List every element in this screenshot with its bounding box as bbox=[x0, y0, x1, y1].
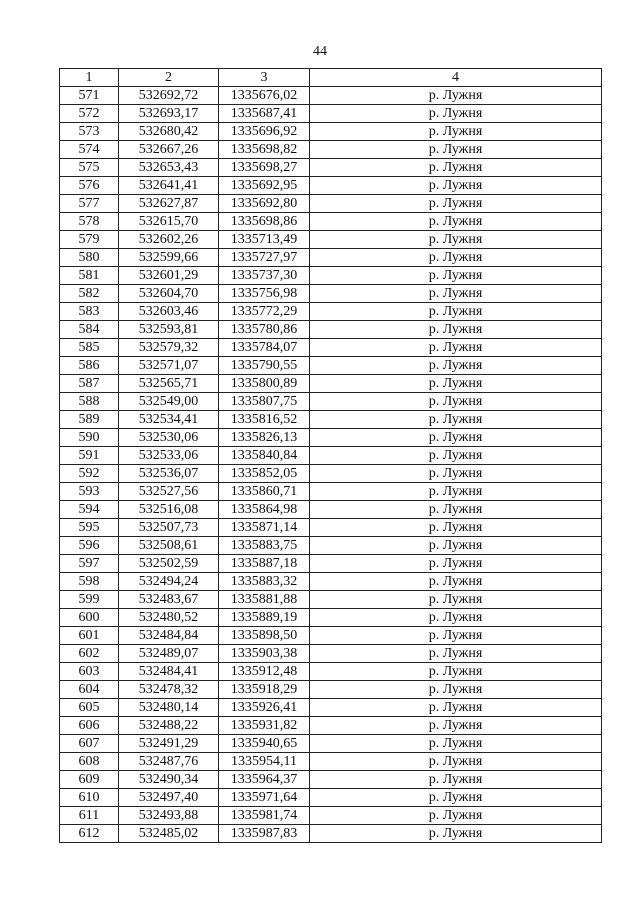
table-header bbox=[60, 69, 602, 87]
y-coordinate-cell: 1335852,05 bbox=[219, 465, 310, 483]
point-number-cell: 595 bbox=[60, 519, 119, 537]
x-coordinate-cell: 532599,66 bbox=[119, 249, 219, 267]
table-row bbox=[60, 825, 602, 843]
point-number-cell: 603 bbox=[60, 663, 119, 681]
y-coordinate-cell: 1335931,82 bbox=[219, 717, 310, 735]
point-number-cell: 588 bbox=[60, 393, 119, 411]
description-cell: р. Лужня bbox=[310, 501, 602, 519]
y-coordinate-cell: 1335698,27 bbox=[219, 159, 310, 177]
y-coordinate-cell: 1335918,29 bbox=[219, 681, 310, 699]
point-number-cell: 574 bbox=[60, 141, 119, 159]
x-coordinate-cell: 532692,72 bbox=[119, 87, 219, 105]
x-coordinate-cell: 532487,76 bbox=[119, 753, 219, 771]
table-row bbox=[60, 393, 602, 411]
description-cell: р. Лужня bbox=[310, 249, 602, 267]
description-cell: р. Лужня bbox=[310, 573, 602, 591]
x-coordinate-cell: 532485,02 bbox=[119, 825, 219, 843]
table-row bbox=[60, 411, 602, 429]
table-body bbox=[60, 87, 602, 843]
x-coordinate-cell: 532627,87 bbox=[119, 195, 219, 213]
table-row bbox=[60, 249, 602, 267]
table-row bbox=[60, 303, 602, 321]
table-row bbox=[60, 573, 602, 591]
x-coordinate-cell: 532602,26 bbox=[119, 231, 219, 249]
y-coordinate-cell: 1335889,19 bbox=[219, 609, 310, 627]
y-coordinate-cell: 1335696,92 bbox=[219, 123, 310, 141]
point-number-cell: 601 bbox=[60, 627, 119, 645]
y-coordinate-cell: 1335713,49 bbox=[219, 231, 310, 249]
header-row bbox=[60, 69, 602, 87]
page-number: 44 bbox=[313, 44, 327, 59]
x-coordinate-cell: 532534,41 bbox=[119, 411, 219, 429]
description-cell: р. Лужня bbox=[310, 753, 602, 771]
y-coordinate-cell: 1335692,80 bbox=[219, 195, 310, 213]
point-number-cell: 592 bbox=[60, 465, 119, 483]
point-number-cell: 584 bbox=[60, 321, 119, 339]
y-coordinate-cell: 1335737,30 bbox=[219, 267, 310, 285]
y-coordinate-cell: 1335864,98 bbox=[219, 501, 310, 519]
table-row bbox=[60, 159, 602, 177]
x-coordinate-cell: 532593,81 bbox=[119, 321, 219, 339]
point-number-cell: 579 bbox=[60, 231, 119, 249]
y-coordinate-cell: 1335903,38 bbox=[219, 645, 310, 663]
y-coordinate-cell: 1335987,83 bbox=[219, 825, 310, 843]
table-row bbox=[60, 339, 602, 357]
y-coordinate-cell: 1335790,55 bbox=[219, 357, 310, 375]
table-row bbox=[60, 681, 602, 699]
x-coordinate-cell: 532502,59 bbox=[119, 555, 219, 573]
description-cell: р. Лужня bbox=[310, 663, 602, 681]
point-number-cell: 604 bbox=[60, 681, 119, 699]
header-col-2: 2 bbox=[119, 69, 219, 87]
y-coordinate-cell: 1335780,86 bbox=[219, 321, 310, 339]
description-cell: р. Лужня bbox=[310, 537, 602, 555]
y-coordinate-cell: 1335871,14 bbox=[219, 519, 310, 537]
table-row bbox=[60, 627, 602, 645]
description-cell: р. Лужня bbox=[310, 645, 602, 663]
description-cell: р. Лужня bbox=[310, 339, 602, 357]
y-coordinate-cell: 1335692,95 bbox=[219, 177, 310, 195]
description-cell: р. Лужня bbox=[310, 231, 602, 249]
description-cell: р. Лужня bbox=[310, 285, 602, 303]
x-coordinate-cell: 532480,14 bbox=[119, 699, 219, 717]
x-coordinate-cell: 532508,61 bbox=[119, 537, 219, 555]
x-coordinate-cell: 532491,29 bbox=[119, 735, 219, 753]
table-row bbox=[60, 807, 602, 825]
description-cell: р. Лужня bbox=[310, 483, 602, 501]
y-coordinate-cell: 1335883,32 bbox=[219, 573, 310, 591]
table-row bbox=[60, 447, 602, 465]
y-coordinate-cell: 1335676,02 bbox=[219, 87, 310, 105]
point-number-cell: 602 bbox=[60, 645, 119, 663]
table-row bbox=[60, 645, 602, 663]
description-cell: р. Лужня bbox=[310, 609, 602, 627]
point-number-cell: 576 bbox=[60, 177, 119, 195]
x-coordinate-cell: 532680,42 bbox=[119, 123, 219, 141]
point-number-cell: 571 bbox=[60, 87, 119, 105]
description-cell: р. Лужня bbox=[310, 357, 602, 375]
point-number-cell: 580 bbox=[60, 249, 119, 267]
point-number-cell: 573 bbox=[60, 123, 119, 141]
x-coordinate-cell: 532693,17 bbox=[119, 105, 219, 123]
table-row bbox=[60, 465, 602, 483]
description-cell: р. Лужня bbox=[310, 87, 602, 105]
x-coordinate-cell: 532497,40 bbox=[119, 789, 219, 807]
description-cell: р. Лужня bbox=[310, 717, 602, 735]
table-row bbox=[60, 771, 602, 789]
point-number-cell: 578 bbox=[60, 213, 119, 231]
y-coordinate-cell: 1335826,13 bbox=[219, 429, 310, 447]
description-cell: р. Лужня bbox=[310, 375, 602, 393]
point-number-cell: 593 bbox=[60, 483, 119, 501]
description-cell: р. Лужня bbox=[310, 159, 602, 177]
y-coordinate-cell: 1335860,71 bbox=[219, 483, 310, 501]
description-cell: р. Лужня bbox=[310, 519, 602, 537]
y-coordinate-cell: 1335698,86 bbox=[219, 213, 310, 231]
description-cell: р. Лужня bbox=[310, 807, 602, 825]
table-row bbox=[60, 141, 602, 159]
table-row bbox=[60, 231, 602, 249]
point-number-cell: 605 bbox=[60, 699, 119, 717]
y-coordinate-cell: 1335926,41 bbox=[219, 699, 310, 717]
description-cell: р. Лужня bbox=[310, 591, 602, 609]
x-coordinate-cell: 532478,32 bbox=[119, 681, 219, 699]
table-row bbox=[60, 555, 602, 573]
x-coordinate-cell: 532480,52 bbox=[119, 609, 219, 627]
x-coordinate-cell: 532603,46 bbox=[119, 303, 219, 321]
table-row bbox=[60, 591, 602, 609]
point-number-cell: 606 bbox=[60, 717, 119, 735]
x-coordinate-cell: 532604,70 bbox=[119, 285, 219, 303]
table-row bbox=[60, 321, 602, 339]
x-coordinate-cell: 532493,88 bbox=[119, 807, 219, 825]
x-coordinate-cell: 532516,08 bbox=[119, 501, 219, 519]
x-coordinate-cell: 532536,07 bbox=[119, 465, 219, 483]
description-cell: р. Лужня bbox=[310, 447, 602, 465]
table-row bbox=[60, 195, 602, 213]
point-number-cell: 591 bbox=[60, 447, 119, 465]
description-cell: р. Лужня bbox=[310, 141, 602, 159]
x-coordinate-cell: 532641,41 bbox=[119, 177, 219, 195]
table-row bbox=[60, 537, 602, 555]
description-cell: р. Лужня bbox=[310, 123, 602, 141]
x-coordinate-cell: 532533,06 bbox=[119, 447, 219, 465]
description-cell: р. Лужня bbox=[310, 555, 602, 573]
x-coordinate-cell: 532489,07 bbox=[119, 645, 219, 663]
description-cell: р. Лужня bbox=[310, 825, 602, 843]
point-number-cell: 575 bbox=[60, 159, 119, 177]
point-number-cell: 585 bbox=[60, 339, 119, 357]
y-coordinate-cell: 1335807,75 bbox=[219, 393, 310, 411]
x-coordinate-cell: 532571,07 bbox=[119, 357, 219, 375]
table-row bbox=[60, 285, 602, 303]
table-row bbox=[60, 699, 602, 717]
table-row bbox=[60, 789, 602, 807]
y-coordinate-cell: 1335964,37 bbox=[219, 771, 310, 789]
point-number-cell: 596 bbox=[60, 537, 119, 555]
y-coordinate-cell: 1335784,07 bbox=[219, 339, 310, 357]
x-coordinate-cell: 532484,41 bbox=[119, 663, 219, 681]
point-number-cell: 590 bbox=[60, 429, 119, 447]
point-number-cell: 598 bbox=[60, 573, 119, 591]
x-coordinate-cell: 532507,73 bbox=[119, 519, 219, 537]
table-row bbox=[60, 501, 602, 519]
table-row bbox=[60, 375, 602, 393]
description-cell: р. Лужня bbox=[310, 735, 602, 753]
description-cell: р. Лужня bbox=[310, 681, 602, 699]
table-row bbox=[60, 717, 602, 735]
header-col-3: 3 bbox=[219, 69, 310, 87]
description-cell: р. Лужня bbox=[310, 177, 602, 195]
y-coordinate-cell: 1335772,29 bbox=[219, 303, 310, 321]
x-coordinate-cell: 532527,56 bbox=[119, 483, 219, 501]
description-cell: р. Лужня bbox=[310, 699, 602, 717]
point-number-cell: 594 bbox=[60, 501, 119, 519]
table-row bbox=[60, 123, 602, 141]
description-cell: р. Лужня bbox=[310, 627, 602, 645]
point-number-cell: 610 bbox=[60, 789, 119, 807]
point-number-cell: 586 bbox=[60, 357, 119, 375]
y-coordinate-cell: 1335800,89 bbox=[219, 375, 310, 393]
point-number-cell: 599 bbox=[60, 591, 119, 609]
x-coordinate-cell: 532483,67 bbox=[119, 591, 219, 609]
y-coordinate-cell: 1335971,64 bbox=[219, 789, 310, 807]
description-cell: р. Лужня bbox=[310, 393, 602, 411]
description-cell: р. Лужня bbox=[310, 411, 602, 429]
table-row bbox=[60, 177, 602, 195]
table-row bbox=[60, 609, 602, 627]
x-coordinate-cell: 532565,71 bbox=[119, 375, 219, 393]
y-coordinate-cell: 1335727,97 bbox=[219, 249, 310, 267]
point-number-cell: 607 bbox=[60, 735, 119, 753]
point-number-cell: 608 bbox=[60, 753, 119, 771]
table-row bbox=[60, 87, 602, 105]
point-number-cell: 583 bbox=[60, 303, 119, 321]
point-number-cell: 587 bbox=[60, 375, 119, 393]
table-row bbox=[60, 483, 602, 501]
description-cell: р. Лужня bbox=[310, 771, 602, 789]
table-row bbox=[60, 213, 602, 231]
point-number-cell: 577 bbox=[60, 195, 119, 213]
y-coordinate-cell: 1335887,18 bbox=[219, 555, 310, 573]
x-coordinate-cell: 532653,43 bbox=[119, 159, 219, 177]
x-coordinate-cell: 532615,70 bbox=[119, 213, 219, 231]
point-number-cell: 582 bbox=[60, 285, 119, 303]
x-coordinate-cell: 532579,32 bbox=[119, 339, 219, 357]
point-number-cell: 597 bbox=[60, 555, 119, 573]
table-row bbox=[60, 753, 602, 771]
table-row bbox=[60, 267, 602, 285]
y-coordinate-cell: 1335883,75 bbox=[219, 537, 310, 555]
point-number-cell: 609 bbox=[60, 771, 119, 789]
description-cell: р. Лужня bbox=[310, 195, 602, 213]
x-coordinate-cell: 532549,00 bbox=[119, 393, 219, 411]
x-coordinate-cell: 532601,29 bbox=[119, 267, 219, 285]
y-coordinate-cell: 1335881,88 bbox=[219, 591, 310, 609]
y-coordinate-cell: 1335840,84 bbox=[219, 447, 310, 465]
table-row bbox=[60, 735, 602, 753]
y-coordinate-cell: 1335912,48 bbox=[219, 663, 310, 681]
point-number-cell: 589 bbox=[60, 411, 119, 429]
description-cell: р. Лужня bbox=[310, 789, 602, 807]
y-coordinate-cell: 1335954,11 bbox=[219, 753, 310, 771]
point-number-cell: 572 bbox=[60, 105, 119, 123]
x-coordinate-cell: 532488,22 bbox=[119, 717, 219, 735]
y-coordinate-cell: 1335756,98 bbox=[219, 285, 310, 303]
y-coordinate-cell: 1335898,50 bbox=[219, 627, 310, 645]
x-coordinate-cell: 532530,06 bbox=[119, 429, 219, 447]
point-number-cell: 600 bbox=[60, 609, 119, 627]
x-coordinate-cell: 532667,26 bbox=[119, 141, 219, 159]
point-number-cell: 581 bbox=[60, 267, 119, 285]
point-number-cell: 612 bbox=[60, 825, 119, 843]
table-row bbox=[60, 105, 602, 123]
table-row bbox=[60, 357, 602, 375]
description-cell: р. Лужня bbox=[310, 267, 602, 285]
description-cell: р. Лужня bbox=[310, 213, 602, 231]
y-coordinate-cell: 1335698,82 bbox=[219, 141, 310, 159]
description-cell: р. Лужня bbox=[310, 105, 602, 123]
table-row bbox=[60, 429, 602, 447]
header-col-4: 4 bbox=[310, 69, 602, 87]
x-coordinate-cell: 532490,34 bbox=[119, 771, 219, 789]
table-row bbox=[60, 519, 602, 537]
x-coordinate-cell: 532484,84 bbox=[119, 627, 219, 645]
description-cell: р. Лужня bbox=[310, 321, 602, 339]
point-number-cell: 611 bbox=[60, 807, 119, 825]
description-cell: р. Лужня bbox=[310, 429, 602, 447]
y-coordinate-cell: 1335816,52 bbox=[219, 411, 310, 429]
header-col-1: 1 bbox=[60, 69, 119, 87]
table-row bbox=[60, 663, 602, 681]
coordinates-table bbox=[59, 68, 602, 843]
y-coordinate-cell: 1335687,41 bbox=[219, 105, 310, 123]
description-cell: р. Лужня bbox=[310, 465, 602, 483]
description-cell: р. Лужня bbox=[310, 303, 602, 321]
x-coordinate-cell: 532494,24 bbox=[119, 573, 219, 591]
y-coordinate-cell: 1335940,65 bbox=[219, 735, 310, 753]
y-coordinate-cell: 1335981,74 bbox=[219, 807, 310, 825]
